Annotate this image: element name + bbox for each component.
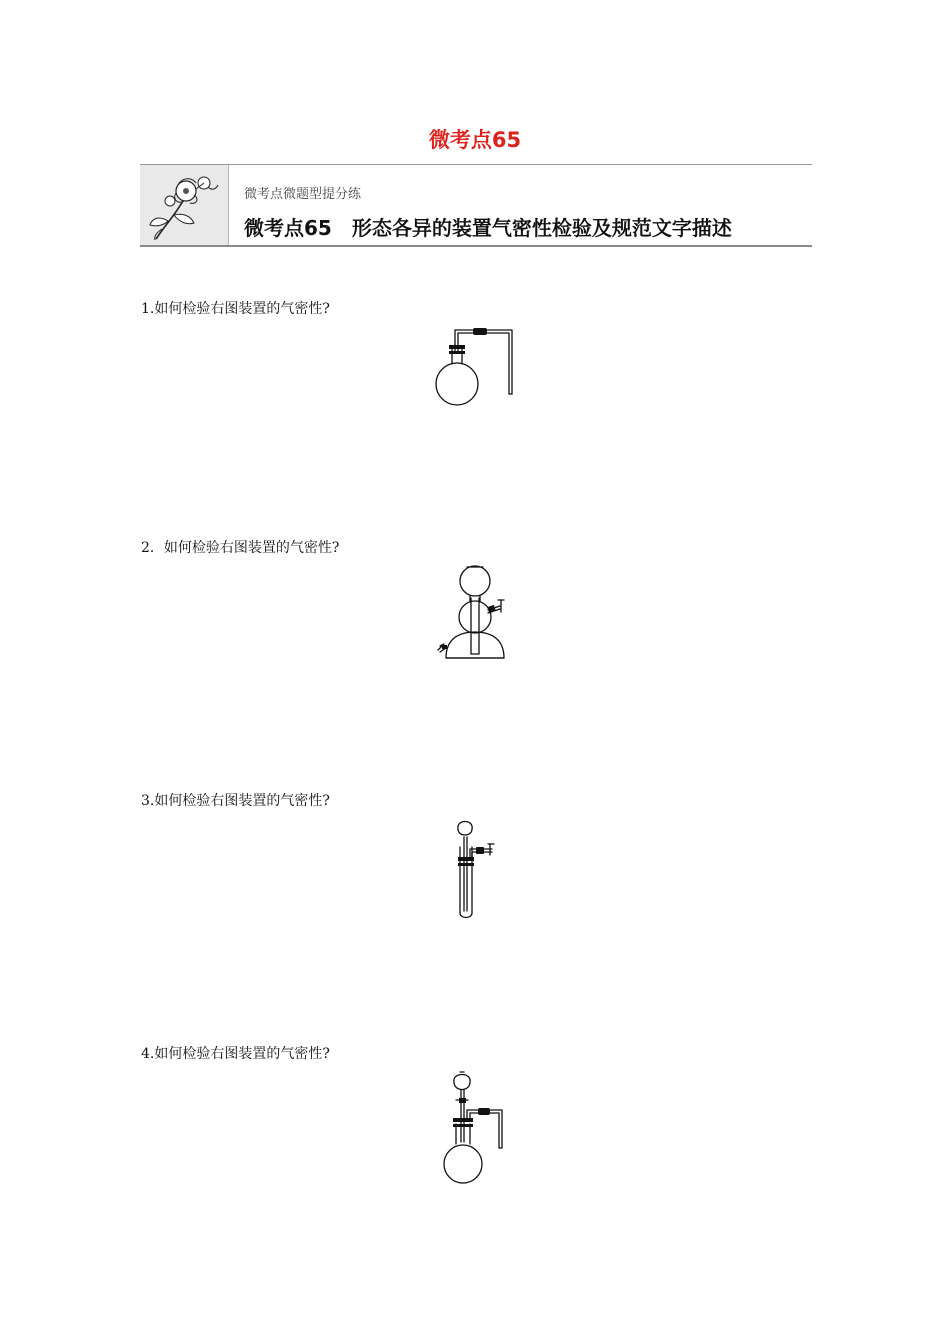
question-4: 4.如何检验右图装置的气密性? <box>141 1046 330 1062</box>
test-tube-with-funnel-diagram <box>458 822 494 918</box>
banner-heading: 微考点65 形态各异的装置气密性检验及规范文字描述 <box>244 216 732 240</box>
section-banner <box>140 164 812 247</box>
kipp-generator-diagram <box>438 566 504 658</box>
question-1: 1.如何检验右图装置的气密性? <box>141 301 330 317</box>
flower-illustration <box>140 165 229 245</box>
question-2: 2．如何检验右图装置的气密性? <box>141 540 340 556</box>
page-title: 微考点65 <box>428 128 522 152</box>
banner-subtitle: 微考点微题型提分练 <box>244 187 362 202</box>
question-3: 3.如何检验右图装置的气密性? <box>141 793 330 809</box>
flask-with-bent-tube-diagram <box>425 322 525 410</box>
flask-with-separatory-funnel-diagram <box>444 1072 502 1183</box>
